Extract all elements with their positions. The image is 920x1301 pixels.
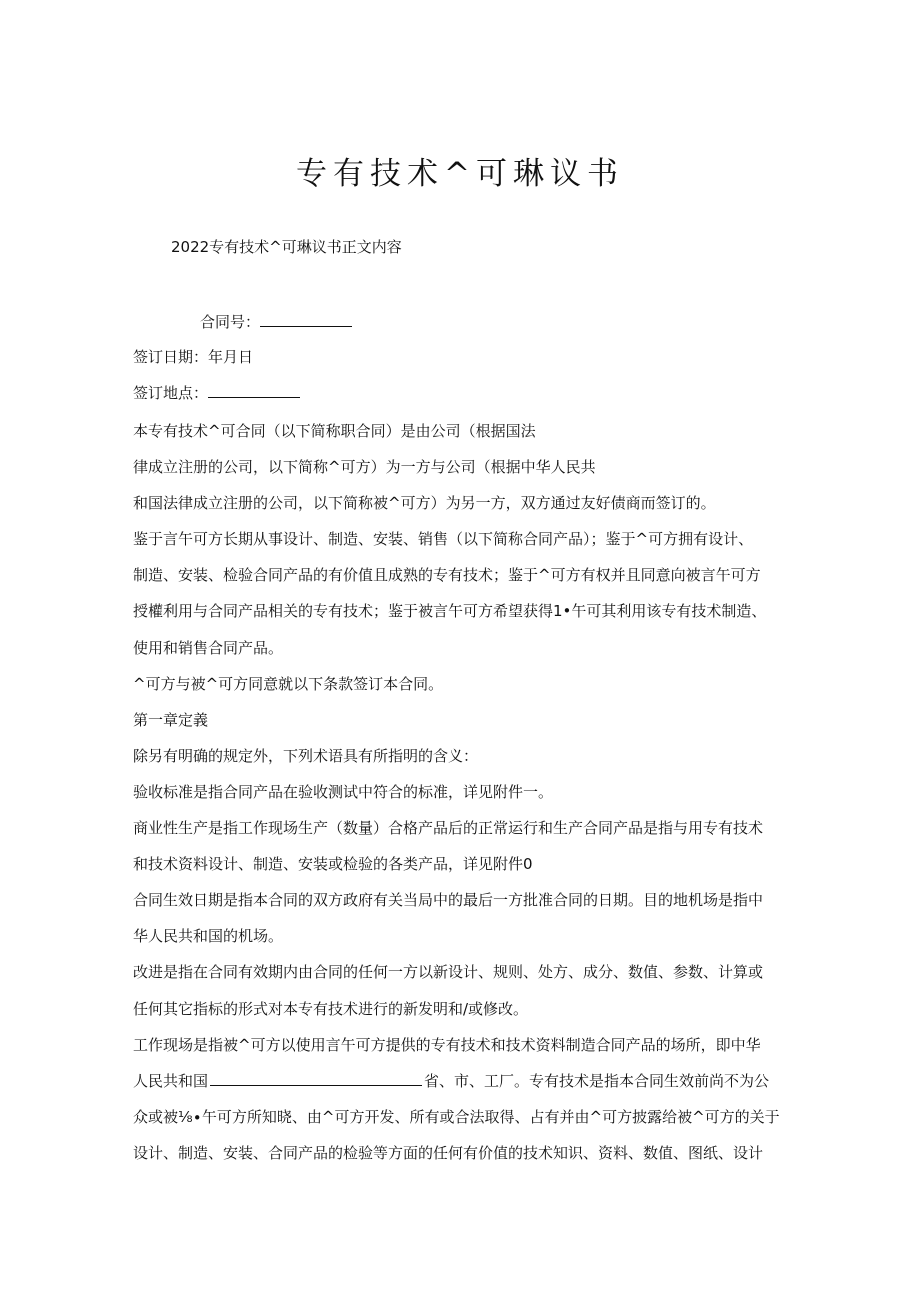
- body-line-suffix: 省、市、工厂。专有技术是指本合同生效前尚不为公: [424, 1071, 770, 1090]
- body-line: 本专有技术^可合同（以下简称职合同）是由公司（根据国法: [133, 422, 536, 440]
- body-line: 除另有明确的规定外，下列术语具有所指明的含义：: [133, 746, 479, 765]
- contract-number-blank: [260, 312, 352, 327]
- body-line: 使用和销售合同产品。: [133, 638, 284, 657]
- sign-place-blank: [208, 383, 300, 398]
- document-subtitle: 2022专有技术^可琳议书正文内容: [171, 238, 402, 256]
- body-line: 工作现场是指被^可方以使用言午可方提供的专有技术和技术资料制造合同产品的场所，即中华: [133, 1035, 761, 1054]
- body-line: 验收标准是指合同产品在验收测试中符合的标准，详见附件一。: [133, 782, 554, 801]
- sign-date-field: [133, 346, 253, 367]
- body-line: 律成立注册的公司，以下简称^可方）为一方与公司（根据中华人民共: [133, 458, 596, 477]
- body-line: 制造、安装、检验合同产品的有价值且成熟的专有技术；鉴于^可方有权并且同意向被言午可方: [133, 566, 761, 585]
- body-line: 和国法律成立注册的公司，以下简称被^可方）为另一方，双方通过友好债商而签订的。: [133, 494, 716, 513]
- sign-place-label: 签订地点：: [133, 384, 209, 402]
- body-line: 设计、制造、安装、合同产品的检验等方面的任何有价值的技术知识、资料、数值、图纸、设计: [133, 1143, 764, 1162]
- document-title: 专有技术^可琳议书: [296, 156, 624, 192]
- body-line: 鉴于言午可方长期从事设计、制造、安装、销售（以下简称合同产品）；鉴于^可方拥有设计、: [133, 530, 754, 549]
- body-line: 改进是指在合同有效期内由合同的任何一方以新设计、规则、处方、成分、数值、参数、计算或: [133, 963, 764, 982]
- body-line: 商业性生产是指工作现场生产（数量）合格产品后的正常运行和生产合同产品是指与用专有技术: [133, 819, 764, 838]
- body-line: 授權利用与合同产品相关的专有技术；鉴于被言午可方希望获得1•午可其利用该专有技术制造、: [133, 602, 767, 621]
- body-line: ^可方与被^可方同意就以下条款签订本合同。: [133, 674, 444, 693]
- sign-date-label: 签订日期：年月日: [133, 348, 254, 366]
- contract-number-label: 合同号：: [200, 313, 261, 331]
- body-line: 和技术资料设计、制造、安装或检验的各类产品，详见附件0: [133, 855, 533, 874]
- sign-place-field: [133, 382, 300, 403]
- body-line-prefix: 人民共和国: [133, 1071, 209, 1090]
- body-line: 任何其它指标的形式对本专有技术进行的新发明和/或修改。: [133, 999, 529, 1018]
- body-line: 华人民共和国的机场。: [133, 927, 284, 946]
- contract-body: [133, 413, 793, 1171]
- body-line-with-blank: [133, 1063, 793, 1099]
- body-line: 众或被⅛∙午可方所知晓、由^可方开发、所有或合法取得、占有并由^可方披露给被^可方的关于: [133, 1107, 780, 1126]
- contract-number-field: [200, 311, 352, 332]
- body-line: 合同生效日期是指本合同的双方政府有关当局中的最后一方批准合同的日期。目的地机场是指中: [133, 891, 764, 910]
- chapter-heading: 第一章定義: [133, 710, 209, 729]
- province-blank: [210, 1071, 422, 1086]
